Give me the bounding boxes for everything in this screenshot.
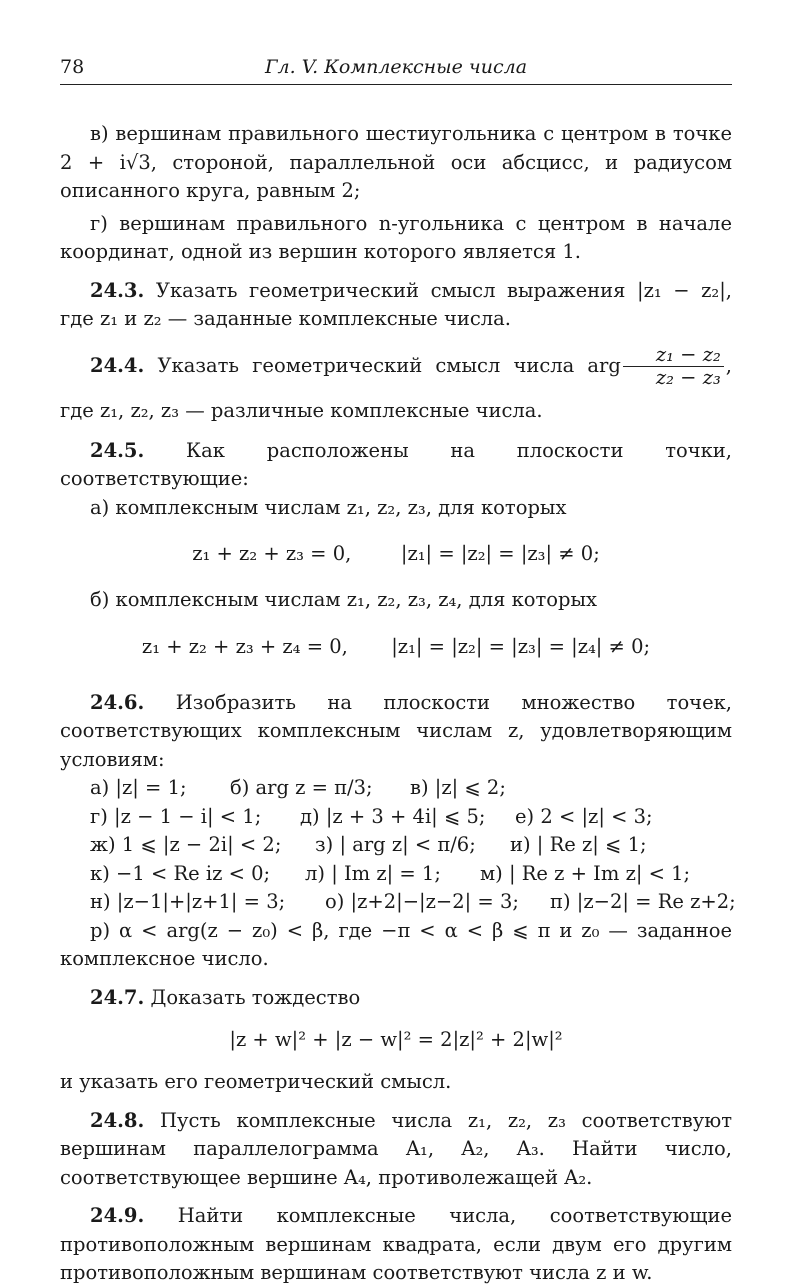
problem-number: 24.7.: [90, 985, 145, 1009]
problem-24-6: [60, 689, 732, 775]
condition: е) 2 < |z| < 3;: [515, 804, 653, 828]
problem-text: Указать геометрический смысл выражения |z₁ − z₂|, где z₁ и z₂ — заданные комплексные числа.: [60, 278, 732, 330]
fraction: [623, 344, 724, 389]
problem-text: Как расположены на плоскости точки, соответствующие:: [60, 438, 732, 490]
condition: и) | Re z| ⩽ 1;: [510, 833, 647, 856]
header-rule: [60, 84, 732, 85]
page-body: [60, 120, 736, 1288]
conditions-row: [60, 803, 732, 832]
problem-text: Изобразить на плоскости множество точек, соответствующих комплексным числам z, удовлетворяющим условиям:: [60, 690, 732, 771]
fraction-denominator: z₂ − z₃: [655, 365, 721, 389]
page-header: [60, 56, 732, 80]
problem-number: 24.6.: [90, 690, 145, 714]
problem-24-7: [60, 984, 732, 1013]
condition: ж) 1 ⩽ |z − 2i| < 2;: [90, 833, 282, 856]
problem-text: Указать геометрический смысл числа arg: [144, 353, 621, 377]
problem-text: Доказать тождество: [144, 985, 361, 1009]
problem-24-8: [60, 1107, 732, 1193]
problem-text: Найти комплексные числа, соответствующие противоположным вершинам квадрата, если двум его другим противоположным вершинам соответствуют числа z и w.: [60, 1204, 732, 1284]
condition: д) |z + 3 + 4i| ⩽ 5;: [300, 804, 486, 828]
problem-text: Пусть комплексные числа z₁, z₂, z₃ соответствуют вершинам параллелограмма A₁, A₂, A₃. Найти число, соответствующее вершине A₄, противолежащей A₂.: [60, 1108, 732, 1189]
problem-number: 24.3.: [90, 278, 145, 302]
condition: о) |z+2|−|z−2| = 3;: [325, 890, 519, 913]
conditions-row: [60, 774, 732, 803]
item-v: в) вершинам правильного шестиугольника с центром в точке 2 + i√3, стороной, параллельной оси абсцисс, и радиусом описанного круга, равным 2;: [60, 122, 732, 202]
problem-number: 24.9.: [90, 1204, 145, 1227]
equation-b: z₁ + z₂ + z₃ + z₄ = 0, |z₁| = |z₂| = |z₃| = |z₄| ≠ 0;: [141, 634, 651, 658]
problem-number: 24.5.: [90, 438, 145, 462]
problem-24-4: [60, 344, 732, 433]
item-g: г) вершинам правильного n-угольника с центром в начале координат, одной из вершин которого является 1.: [60, 211, 732, 263]
problem-text-after: , где z₁, z₂, z₃ — различные комплексные числа.: [60, 353, 732, 422]
condition: б) arg z = π/3;: [230, 776, 373, 799]
condition: в) |z| ⩽ 2;: [410, 776, 506, 799]
problem-number: 24.4.: [90, 353, 145, 377]
problem-24-3: [60, 277, 732, 334]
condition: к) −1 < Re iz < 0;: [90, 861, 271, 885]
condition: п) |z−2| = Re z+2;: [550, 890, 736, 913]
condition: н) |z−1|+|z+1| = 3;: [90, 890, 286, 913]
problem-number: 24.8.: [90, 1108, 145, 1132]
conditions-row: [60, 831, 732, 860]
item-b: б) комплексным числам z₁, z₂, z₃, z₄, для которых: [90, 588, 598, 611]
identity-equation: |z + w|² + |z − w|² = 2|z|² + 2|w|²: [229, 1028, 563, 1051]
identity-followup: и указать его геометрический смысл.: [60, 1070, 452, 1093]
equation-a: z₁ + z₂ + z₃ = 0, |z₁| = |z₂| = |z₃| ≠ 0;: [192, 542, 600, 565]
conditions-row: [60, 860, 732, 889]
condition: з) | arg z| < π/6;: [315, 833, 476, 856]
condition: а) |z| = 1;: [90, 776, 187, 799]
conditions-row: [60, 888, 736, 917]
fraction-numerator: z₁ − z₂: [623, 344, 724, 367]
problem-24-9: [60, 1202, 732, 1288]
item-a: а) комплексным числам z₁, z₂, z₃, для которых: [90, 495, 567, 519]
condition: м) | Re z + Im z| < 1;: [480, 861, 691, 885]
problem-24-5: [60, 437, 732, 494]
page-number: 78: [60, 56, 85, 78]
condition: л) | Im z| = 1;: [305, 861, 441, 885]
condition: г) |z − 1 − i| < 1;: [90, 804, 262, 828]
running-title: Гл. V. Комплексные числа: [264, 56, 528, 78]
item-r: р) α < arg(z − z₀) < β, где −π < α < β ⩽ π и z₀ — заданное комплексное число.: [60, 918, 732, 970]
